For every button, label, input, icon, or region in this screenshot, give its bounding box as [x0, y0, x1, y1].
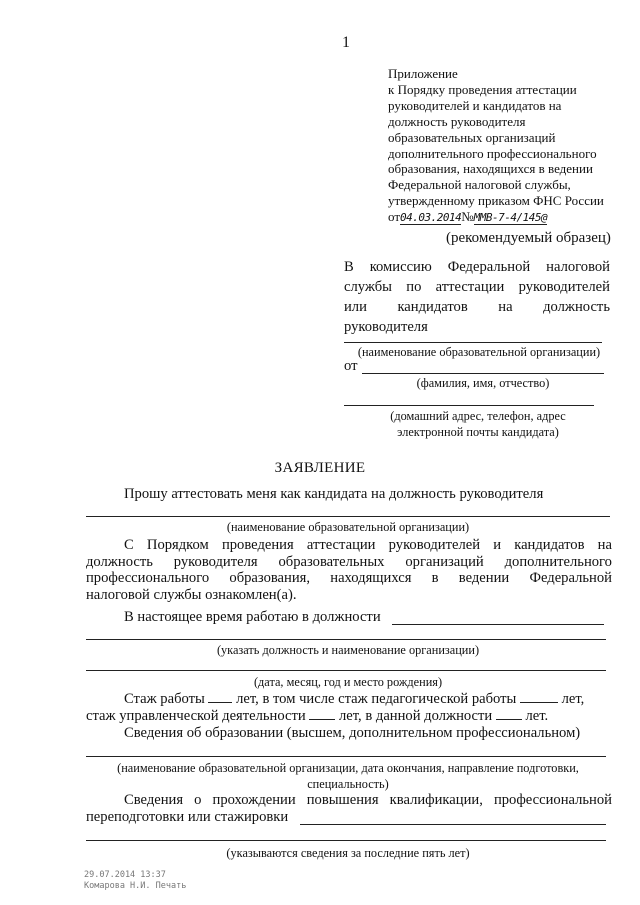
request-text: Прошу аттестовать меня как кандидата на должность руководителя: [124, 486, 544, 502]
training-field-2[interactable]: [86, 840, 606, 841]
birth-field[interactable]: [86, 670, 606, 671]
print-stamp-line-1: 29.07.2014 13:37: [84, 870, 166, 880]
current-position-label: В настоящее время работаю в должности: [124, 609, 381, 625]
appendix-line: должность руководителя: [388, 113, 526, 129]
training-field[interactable]: [300, 824, 606, 825]
appendix-line: дополнительного профессионального: [388, 145, 597, 161]
commission-address: [344, 257, 610, 337]
experience-line-2: стаж управленческой деятельности лет, в данной должности лет.: [86, 708, 549, 724]
education-field[interactable]: [86, 756, 606, 757]
appendix-line: руководителей и кандидатов на: [388, 97, 562, 113]
education-caption-2: специальность): [307, 777, 389, 791]
page-number: 1: [342, 34, 350, 51]
position-experience-field[interactable]: [496, 719, 522, 720]
address-field[interactable]: [344, 405, 594, 406]
education-caption-1: (наименование образовательной организации, дата окончания, направление подготовки,: [117, 761, 579, 775]
procedure-paragraph: С Порядком проведения аттестации руководителей и кандидатов на должность руководителя образовательных организаций дополнительного профессионального образования, находящихся в ведении Федеральной налоговой службы ознакомлен(а).: [86, 537, 612, 603]
commission-line: руководителя: [344, 319, 428, 335]
commission-line: или кандидатов на должность: [344, 299, 610, 315]
fio-field[interactable]: [362, 373, 604, 374]
training-caption: (указываются сведения за последние пять лет): [226, 846, 470, 860]
fio-caption: (фамилия, имя, отчество): [416, 376, 550, 390]
org-name-field-2[interactable]: [86, 516, 610, 517]
org-name-field[interactable]: [344, 342, 602, 343]
org-name-caption: (наименование образовательной организации): [357, 345, 601, 359]
appendix-line: к Порядку проведения аттестации: [388, 81, 577, 97]
from-label: от: [344, 358, 358, 374]
appendix-line: утвержденному приказом ФНС России: [388, 193, 604, 209]
appendix-line: Приложение: [388, 66, 458, 81]
appendix-line: Федеральной налоговой службы,: [388, 177, 571, 193]
commission-line: службы по аттестации руководителей: [344, 279, 610, 295]
pedagogical-experience-field[interactable]: [520, 702, 558, 703]
position-caption: (указать должность и наименование организации): [216, 643, 480, 657]
birth-caption: (дата, месяц, год и место рождения): [253, 675, 443, 689]
appendix-line: образования, находящихся в ведении: [388, 161, 593, 177]
position-field-2[interactable]: [86, 639, 606, 640]
print-stamp-line-2: Комарова Н.И. Печать: [84, 881, 187, 891]
org-name-caption-2: (наименование образовательной организации): [226, 520, 470, 534]
training-paragraph: Сведения о прохождении повышения квалификации, профессиональной переподготовки или стажировки: [86, 792, 612, 825]
order-reference: от04.03.2014№ММВ-7-4/145@: [388, 209, 548, 225]
experience-line-1: Стаж работы лет, в том числе стаж педагогической работы лет,: [124, 691, 585, 707]
document-title: ЗАЯВЛЕНИЕ: [274, 460, 366, 476]
address-caption-1: (домашний адрес, телефон, адрес: [390, 409, 566, 423]
management-experience-field[interactable]: [309, 719, 335, 720]
address-caption-2: электронной почты кандидата): [397, 425, 559, 439]
sample-label: (рекомендуемый образец): [446, 230, 611, 246]
commission-line: В комиссию Федеральной налоговой: [344, 259, 610, 275]
order-date: 04.03.2014: [400, 211, 462, 225]
order-number: ММВ-7-4/145@: [473, 211, 548, 225]
total-experience-field[interactable]: [208, 702, 232, 703]
education-label: Сведения об образовании (высшем, дополнительном профессиональном): [124, 725, 581, 741]
appendix-block: [388, 66, 604, 226]
appendix-line: образовательных организаций: [388, 129, 556, 145]
current-position-field[interactable]: [392, 624, 604, 625]
